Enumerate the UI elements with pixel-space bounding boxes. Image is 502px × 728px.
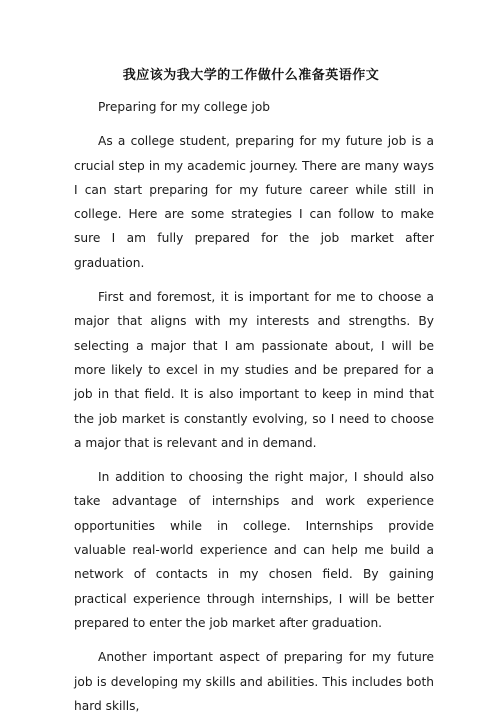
paragraph: In addition to choosing the right major, I should also take advantage of internships and work experience opportunities while in college. Internships provide valuable real-world experience and can help me build a network of contacts in my chosen field. By gaining practical experience through internships, I will be better prepared to enter the job market after graduation.: [74, 470, 434, 630]
document-title: 我应该为我大学的工作做什么准备英语作文: [122, 68, 380, 83]
document-subtitle: Preparing for my college job: [98, 100, 271, 114]
paragraph: First and foremost, it is important for me to choose a major that aligns with my interests and strengths. By selecting a major that I am passionate about, I will be more likely to excel in my studies and be prepared for a job in that field. It is also important to keep in mind that the job market is constantly evolving, so I need to choose a major that is relevant and in demand.: [74, 290, 434, 450]
paragraph: Another important aspect of preparing for my future job is developing my skills and abilities. This includes both hard skills,: [74, 650, 434, 713]
paragraph: As a college student, preparing for my future job is a crucial step in my academic journey. There are many ways I can start preparing for my future career while still in college. Here are some strategies I can follow to make sure I am fully prepared for the job market after graduation.: [74, 134, 434, 270]
document-body: [74, 95, 434, 728]
